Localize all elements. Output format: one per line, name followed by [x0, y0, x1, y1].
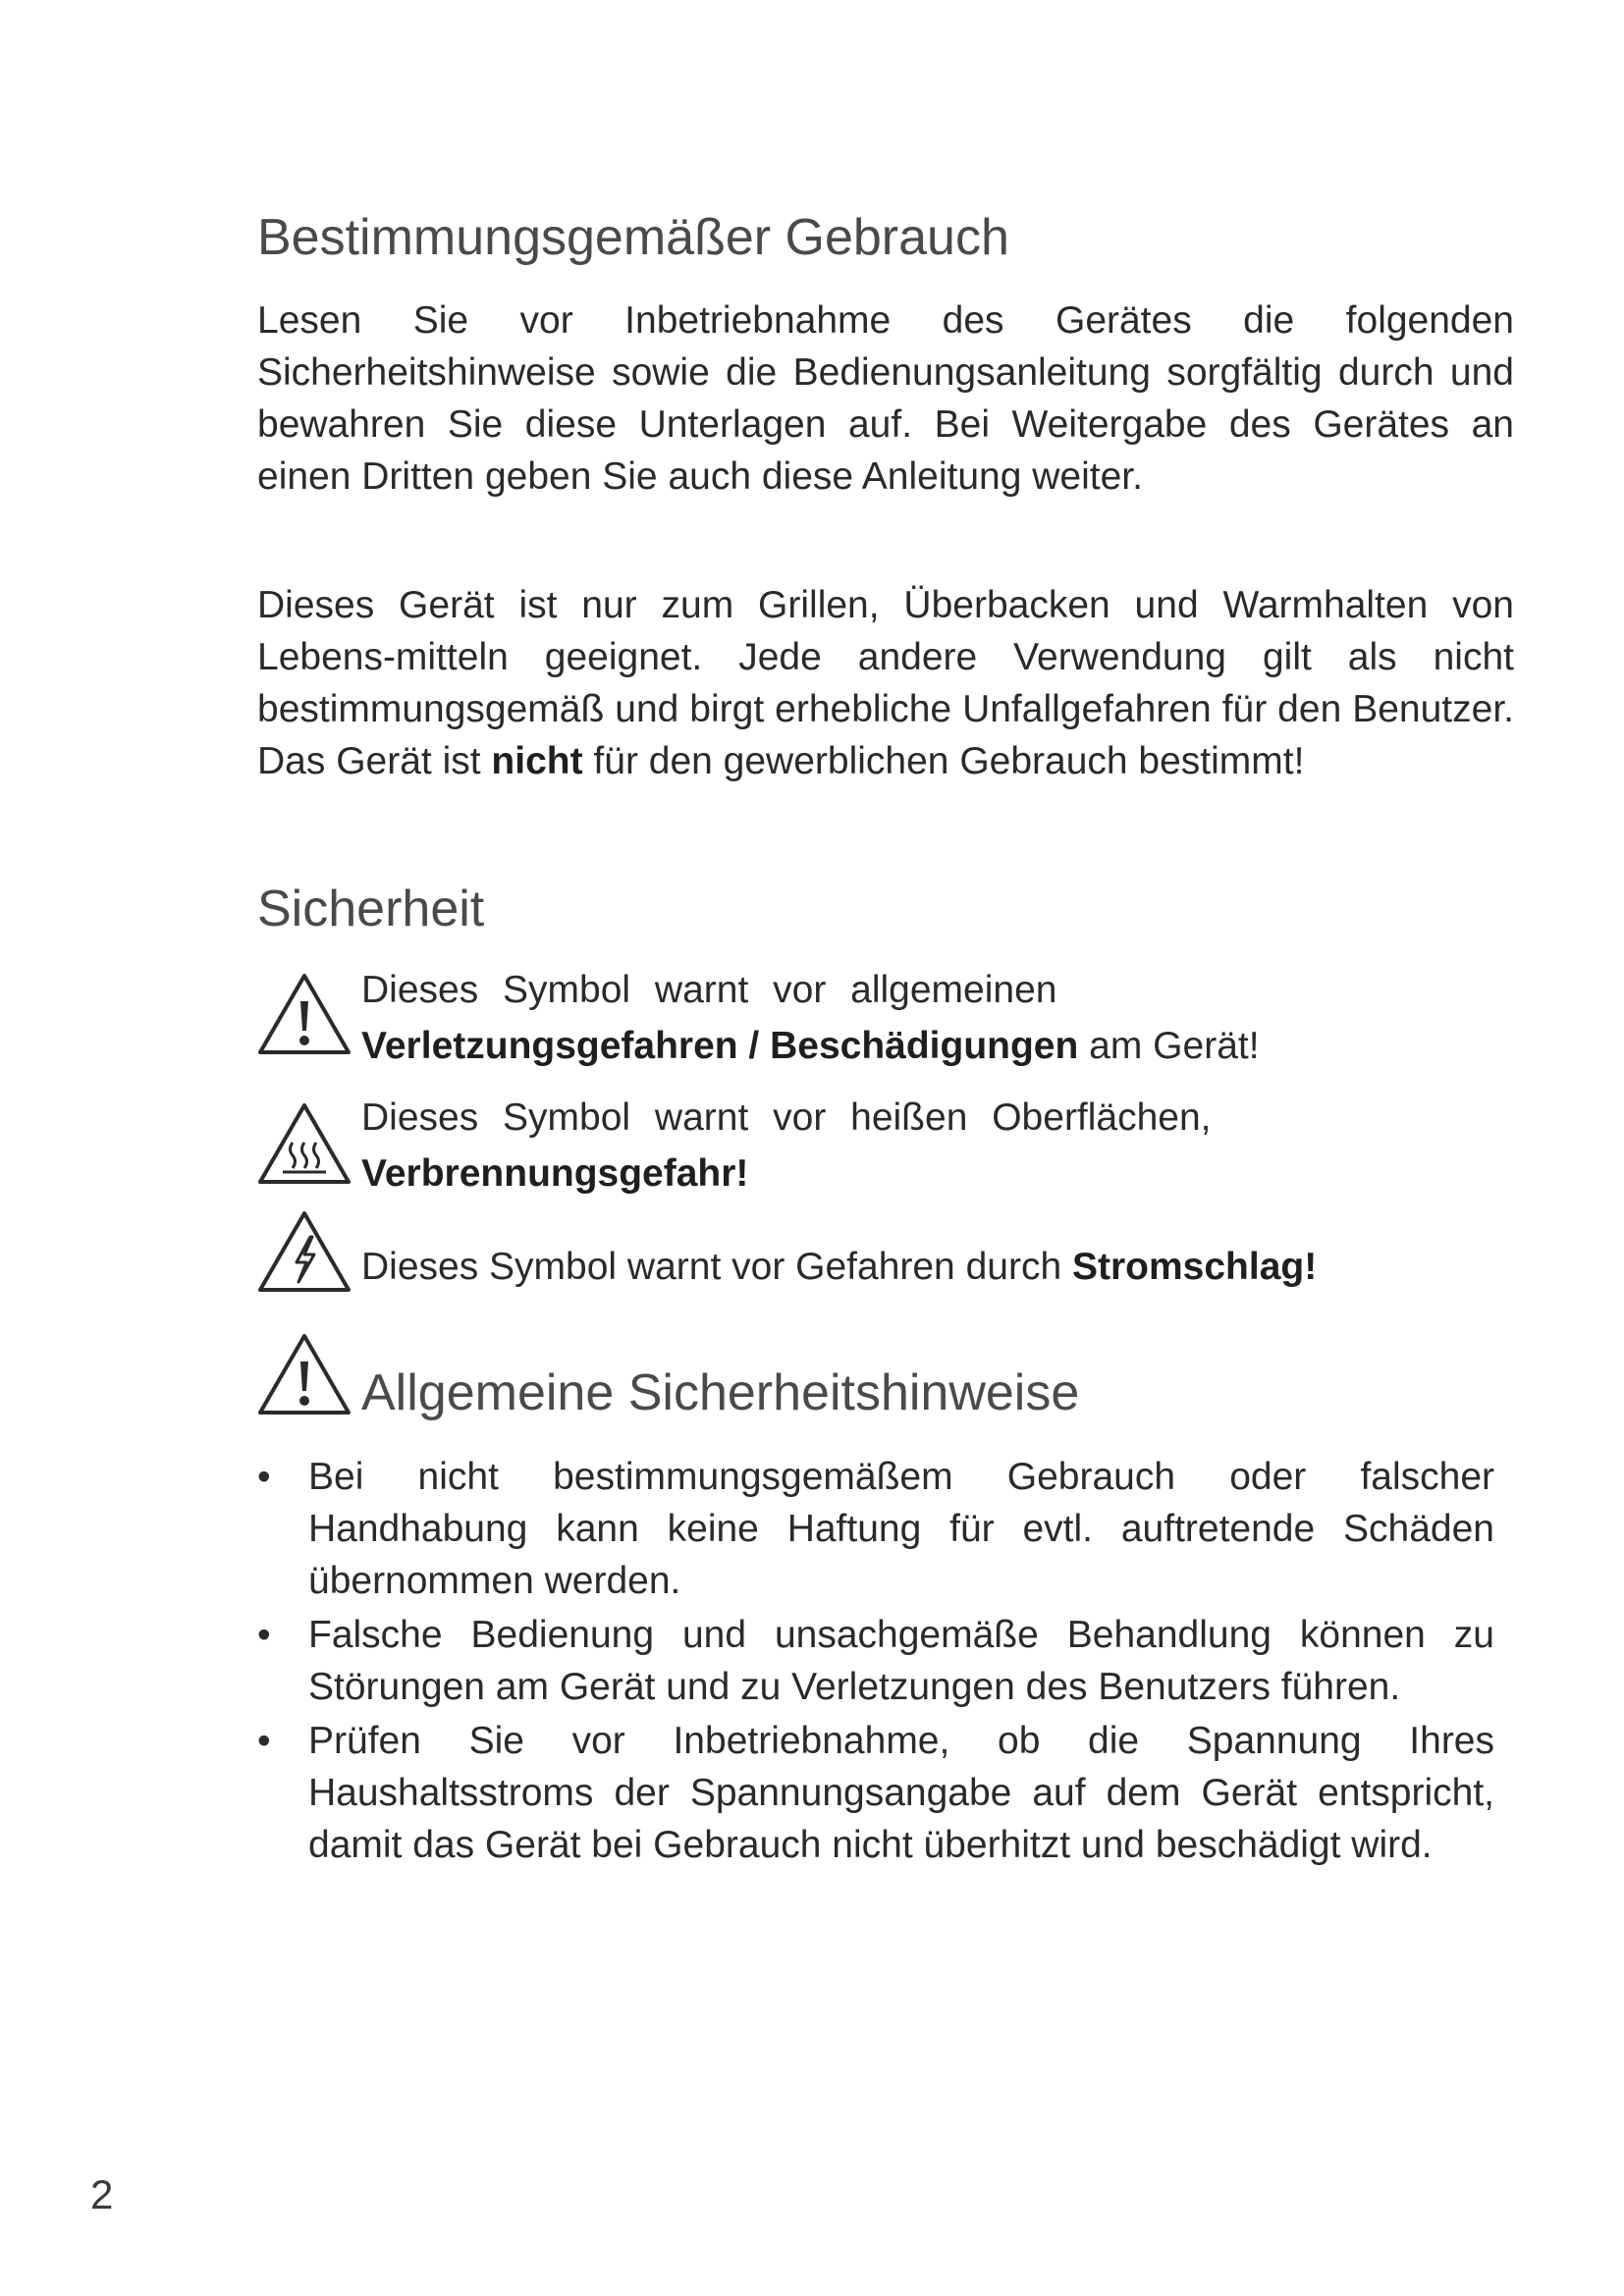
warning-shock-text: Dieses Symbol warnt vor Gefahren durch	[361, 1246, 1072, 1288]
list-item	[257, 1715, 1494, 1871]
warning-hot-surface	[257, 1090, 1534, 1198]
warning-shock-bold: Stromschlag!	[1071, 1246, 1318, 1288]
warning-general-line-1: Dieses Symbol warnt vor allgemeinen	[361, 969, 1057, 1011]
intended-use-heading: Bestimmungsgemäßer Gebrauch	[257, 209, 1009, 266]
warning-hot-bold: Verbrennungsgefahr!	[361, 1152, 749, 1195]
safety-heading: Sicherheit	[257, 881, 485, 937]
warning-general-rest: am Gerät!	[1078, 1025, 1260, 1067]
general-safety-list	[257, 1451, 1494, 1873]
paragraph-2-text-start: Dieses Gerät ist nur zum Grillen, Überbacken und Warmhalten von Lebens-mitteln geeignet. Jede andere Verwendung gilt als nicht bestimmungsgemäß und birgt erhebliche Unfallgefahren für den Benutzer. Das Gerät ist	[257, 584, 1514, 782]
warning-general	[257, 962, 1534, 1070]
bullet-marker: •	[257, 1456, 271, 1498]
general-safety-heading: Allgemeine Sicherheitshinweise	[361, 1364, 1080, 1421]
warning-general-bold: Verletzungsgefahren / Beschädigungen	[361, 1025, 1079, 1067]
list-item	[257, 1451, 1494, 1607]
exclamation-warning-icon	[257, 1332, 352, 1416]
list-item-text: Falsche Bedienung und unsachgemäße Behandlung können zu Störungen am Gerät und zu Verletzungen des Benutzers führen.	[308, 1614, 1494, 1708]
list-item-text: Bei nicht bestimmungsgemäßem Gebrauch oder falscher Handhabung kann keine Haftung für evtl. auftretende Schäden übernommen werden.	[308, 1456, 1494, 1602]
warning-electric-shock	[257, 1209, 1534, 1308]
hot-surface-warning-icon	[257, 1101, 352, 1186]
page-number: 2	[90, 2171, 114, 2217]
general-safety-header	[257, 1330, 1534, 1428]
electric-shock-warning-icon	[257, 1209, 352, 1294]
warning-hot-line-1: Dieses Symbol warnt vor heißen Oberflächen,	[361, 1096, 1212, 1139]
bullet-marker: •	[257, 1720, 271, 1762]
paragraph-2-text-end: für den gewerblichen Gebrauch bestimmt!	[582, 740, 1305, 782]
paragraph-2-emphasis: nicht	[491, 740, 583, 782]
list-item	[257, 1609, 1494, 1713]
intended-use-paragraph-1: Lesen Sie vor Inbetriebnahme des Gerätes die folgenden Sicherheitshinweise sowie die Bedienungsanleitung sorgfältig durch und bewahren Sie diese Unterlagen auf. Bei Weitergabe des Gerätes an einen Dritten geben Sie auch diese Anleitung weiter.	[257, 299, 1514, 498]
bullet-marker: •	[257, 1614, 271, 1656]
exclamation-warning-icon	[257, 972, 352, 1056]
intended-use-paragraph-2	[257, 579, 1514, 787]
list-item-text: Prüfen Sie vor Inbetriebnahme, ob die Spannung Ihres Haushaltsstroms der Spannungsangabe auf dem Gerät entspricht, damit das Gerät bei Gebrauch nicht überhitzt und beschädigt wird.	[308, 1720, 1494, 1866]
